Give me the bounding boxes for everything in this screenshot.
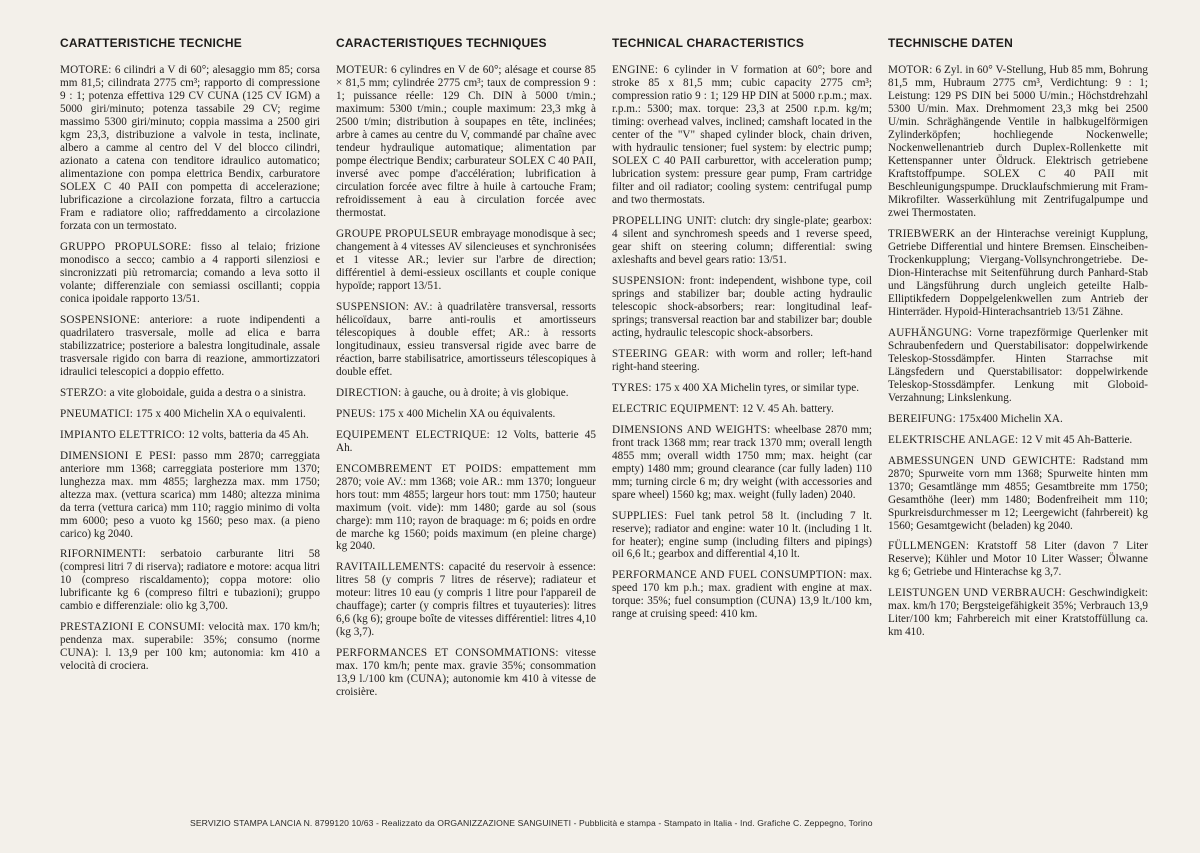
section-text: serbatoio carburante litri 58 (compresi litri 7 di riserva); radiatore e motore: acqua litri 10 (compreso riscaldamento); coppa motore: olio lubrificante kg 6 (compreso filtri e tubazioni); gruppo cambio e differenziale: olio kg 3,700. (60, 548, 320, 613)
section-heading: AUFHÄNGUNG: (888, 326, 973, 339)
section-text: Geschwindigkeit: max. km/h 170; Bergsteigefähigkeit 35%; Verbrauch 13,9 Liter/100 km; Fahrbereich mit einer Kratstoffüllung ca. km 410. (888, 587, 1148, 639)
section-text: front: independent, wishbone type, coil springs and stabilizer bar; double acting hydraulic telescopic shock-absorbers; rear: longitudinal leaf-springs; transversal reaction bar and stabilizer bar; double acting, hydraulic telescopic shock-absorbers. (612, 274, 872, 339)
spec-section (612, 424, 872, 502)
section-text: an der Hinterachse vereinigt Kupplung, Getriebe Differential und hintere Bremsen. Einscheiben-Trockenkupplung; Viergang-Vollsynchrongetriebe. De-Dion-Hinterachse mit Seitenführung durch Panhard-Stab und Längsführung durch ungleich geteilte Halb-Elliptikfedern Doppelgelenkwellen zum Antrieb der Hinterräder. Hypoid-Hinterachsantrieb 13/51 Zähne. (888, 227, 1148, 318)
section-text: 6 cylinder in V formation at 60°; bore and stroke 85 x 81,5 mm; cubic capacity 2775 cm³; compression ratio 9 : 1; 129 HP DIN at 5000 r.p.m.; max. r.p.m.: 5300; max. torque: 23,3 at 2500 r.p.m. kg/m; timing: overhead valves, inclined; camshaft located in the center of the "V" shaped cylinder block, chain driven, with hydraulic tensioner; fuel system: by electric pump; SOLEX C 40 PAII carburettor, with acceleration pump; lubrication system: pressure gear pump, Fram cartridge filter and oil radiator; cooling system: centrifugal pump and two thermostats. (612, 64, 872, 206)
section-heading: BEREIFUNG: (888, 412, 956, 425)
section-text: with worm and roller; left-hand right-hand steering. (612, 347, 872, 373)
section-heading: MOTOR: (888, 64, 933, 76)
section-text: 12 Volts, batterie 45 Ah. (336, 428, 596, 454)
column-title: TECHNICAL CHARACTERISTICS (612, 36, 805, 50)
language-columns (60, 36, 1150, 796)
spec-section (612, 382, 872, 395)
section-text: anteriore: a ruote indipendenti a quadrilatero trasversale, molle ad elica e barra stabilizzatrice; posteriore a balestra longitudinale, assale trasversale rigido con barra di reazione, ammortizzatori idraulici telescopici a doppio effetto. (60, 313, 320, 378)
spec-section (612, 569, 872, 621)
section-text: empattement mm 2870; voie AV.: mm 1368; voie AR.: mm 1370; longueur hors tout: mm 4855; largeur hors tout: mm 1750; hauteur maximum (voit. vide): mm 1480; garde au sol (sous charge): mm 110; rayon de braquage: m 6; poids en ordre de marche kg 1560; poids maximum (en pleine charge) kg 2040. (336, 462, 596, 553)
section-heading: ELECTRIC EQUIPMENT: (612, 402, 740, 415)
column-english (612, 36, 872, 796)
column-title: TECHNISCHE DATEN (888, 36, 1013, 50)
section-heading: EQUIPEMENT ELECTRIQUE: (336, 428, 490, 441)
spec-section (888, 434, 1148, 447)
print-credits-footer: SERVIZIO STAMPA LANCIA N. 8799120 10/63 - Realizzato da ORGANIZZAZIONE SANGUINETI - Pubblicità e stampa - Stampato in Italia - Ind. Grafiche C. Zeppegno, Torino (190, 818, 873, 828)
section-text: 175 x 400 Michelin XA o equivalenti. (133, 407, 306, 420)
section-heading: GROUPE PROPULSEUR (336, 227, 459, 240)
section-heading: DIRECTION: (336, 386, 402, 399)
section-heading: STERZO: (60, 386, 107, 399)
spec-section (888, 455, 1148, 533)
section-heading: SUPPLIES: (612, 509, 668, 522)
spec-section (612, 510, 872, 562)
section-heading: PNEUS: (336, 407, 376, 420)
section-text: Radstand mm 2870; Spurweite vorn mm 1368; Spurweite hinten mm 1370; Gesamtlänge mm 4855; Gesamtbreite mm 1750; Gesamthöhe (leer) mm 1480; Bodenfreiheit mm 110; Spurkreisdurchmesser m 12; Leergewicht (fahrbereit) kg 1560; Gesamtgewicht (beladen) kg 2040. (888, 454, 1148, 532)
section-text: passo mm 2870; carreggiata anteriore mm 1368; carreggiata posteriore mm 1370; lunghezza max. mm 4855; larghezza max. mm 1750; altezza max. (vettura scarica) mm 1480; altezza minima da terra (vettura carica) mm 110; raggio minimo di volta mm 6000; peso a vuoto kg 1560; peso max. (a pieno carico) kg 2040. (60, 449, 320, 540)
spec-section (612, 64, 872, 207)
section-text: velocità max. 170 km/h; pendenza max. superabile: 35%; consumo (norme CUNA): l. 13,9 per 100 km; autonomia: km 410 a velocità di crociera. (60, 621, 320, 673)
spec-section (60, 429, 320, 442)
spec-section (60, 241, 320, 306)
column-french (336, 36, 596, 796)
spec-section (60, 450, 320, 541)
section-text: capacité du reservoir à essence: litres 58 (y compris 7 litres de réserve); radiateur et moteur: litres 10 eau (y compris 1 litre pour l'appareil de chauffage); carter (y compris filtres et tuyauteries): litres 6,6 (kg 6); groupe boîte de vitesses différentiel: litres 4,10 (kg 3,7). (336, 561, 596, 639)
spec-section (60, 408, 320, 421)
section-text: 6 cilindri a V di 60°; alesaggio mm 85; corsa mm 81,5; cilindrata 2775 cm³; rapporto di compressione 9 : 1; potenza effettiva 129 CV CUNA (125 CV IGM) a 5000 giri/minuto; potenza tassabile 29 CV; regime massimo 5300 giri/minuto; coppia massima a 2500 giri kgm 23,3, distribuzione a valvole in testa, inclinate, albero a camme al centro del V del blocco cilindri, azionato a catena con tenditore idraulico automatico; alimentazione con pompa elettrica Bendix, carburatore SOLEX C 40 PAII con pompetta di accelerazione; lubrificazione a circolazione forzata, filtro a cartuccia Fram e radiatore olio; raffreddamento a circolazione forzata con un termostato. (60, 64, 320, 232)
section-text: 175 x 400 Michelin XA ou équivalents. (375, 407, 556, 420)
spec-section (888, 540, 1148, 579)
section-heading: MOTORE: (60, 64, 112, 76)
spec-section (60, 314, 320, 379)
section-text: Kratstoff 58 Liter (davon 7 Liter Reserve); Kühler und Motor 10 Liter Wasser; Ölwanne kg 6; Getriebe und Hinterachse kg 3,7. (888, 540, 1148, 579)
spec-section (888, 228, 1148, 319)
section-text: clutch: dry single-plate; gearbox: 4 silent and synchromesh speeds and 1 reverse speed, gear shift on steering column; differential: swing axleshafts and bevel gears ratio: 13/51. (612, 214, 872, 266)
section-text: 12 V. 45 Ah. battery. (739, 402, 834, 415)
section-heading: ENGINE: (612, 64, 659, 76)
section-heading: PROPELLING UNIT: (612, 214, 717, 227)
section-heading: ENCOMBREMENT ET POIDS: (336, 462, 502, 475)
spec-section (336, 408, 596, 421)
section-text: à gauche, ou à droite; à vis globique. (401, 386, 569, 399)
section-text: a vite globoidale, guida a destra o a sinistra. (106, 386, 306, 399)
section-text: 6 cylindres en V de 60°; alésage et course 85 × 81,5 mm; cylindrée 2775 cm³; taux de compression 9 : 1; puissance réelle: 129 Ch. DIN à 5000 t/min.; maximum: 5300 t/min.; couple maximum: 23,3 mkg à 2500 t/min; distribution à soupapes en tête, inclinées; arbre à cames au centre du V, commandé par chaîne avec tendeur hydraulique automatique; alimentation par pompe électrique Bendix; carburateur SOLEX C 40 PAII, inversé avec pompe d'accélération; lubrification à circulation forcée avec filtre à huile à cartouche Fram; refroidissement à eau à circulation forcée avec thermostat. (336, 64, 596, 219)
spec-section (612, 348, 872, 374)
section-heading: SOSPENSIONE: (60, 313, 141, 326)
spec-section (336, 228, 596, 293)
spec-section (336, 647, 596, 699)
section-heading: ABMESSUNGEN UND GEWICHTE: (888, 454, 1076, 467)
spec-section (336, 387, 596, 400)
spec-section (60, 387, 320, 400)
spec-section (336, 429, 596, 455)
spec-section (336, 463, 596, 554)
section-heading: FÜLLMENGEN: (888, 540, 970, 553)
section-text: 12 volts, batteria da 45 Ah. (185, 428, 309, 441)
section-heading: GRUPPO PROPULSORE: (60, 240, 192, 253)
section-heading: IMPIANTO ELETTRICO: (60, 428, 186, 441)
spec-section (888, 413, 1148, 426)
spec-section (60, 621, 320, 673)
spec-section (336, 561, 596, 639)
column-title: CARATTERISTICHE TECNICHE (60, 36, 242, 50)
section-heading: MOTEUR: (336, 64, 388, 76)
section-heading: PERFORMANCES ET CONSOMMATIONS: (336, 647, 559, 660)
column-title: CARACTERISTIQUES TECHNIQUES (336, 36, 547, 50)
section-text: embrayage monodisque à sec; changement à 4 vitesses AV silencieuses et synchronisées et 1 vitesse AR.; levier sur l'arbre de direction; différentiel à demi-essieux oscillants et couple conique hypoïde; rapport 13/51. (336, 227, 596, 292)
section-text: 175 x 400 XA Michelin tyres, or similar type. (651, 381, 860, 394)
section-heading: PERFORMANCE AND FUEL CONSUMPTION: (612, 569, 847, 582)
section-heading: PRESTAZIONI E CONSUMI: (60, 621, 205, 634)
section-text: vitesse max. 170 km/h; pente max. gravie 35%; consommation 13,9 l./100 km (CUNA); autonomie km 410 à vitesse de croisière. (336, 647, 596, 699)
spec-section (60, 64, 320, 233)
section-heading: DIMENSIONI E PESI: (60, 449, 177, 462)
section-text: 12 V mit 45 Ah-Batterie. (1018, 433, 1133, 446)
spec-section (612, 275, 872, 340)
section-heading: ELEKTRISCHE ANLAGE: (888, 433, 1019, 446)
section-heading: RAVITAILLEMENTS: (336, 561, 445, 574)
spec-section (888, 327, 1148, 405)
section-text: Vorne trapezförmige Querlenker mit Schraubenfedern und Querstabilisator: doppelwirkende Teleskop-Stossdämpfer. Hinten Starrachse mit Längsfedern und Querstabilisator: doppelwirkende Teleskop-Stossdämpfer. Lenkung mit Globoid-Verzahnung; Linkslenkung. (888, 326, 1148, 404)
section-heading: DIMENSIONS AND WEIGHTS: (612, 423, 771, 436)
section-heading: TYRES: (612, 381, 652, 394)
section-heading: PNEUMATICI: (60, 407, 134, 420)
section-heading: STEERING GEAR: (612, 347, 710, 360)
spec-section (888, 587, 1148, 639)
section-text: AV.: à quadrilatère transversal, ressorts hélicoïdaux, barre anti-roulis et amortisseurs télescopiques à double effet; AR.: à ressorts longitudinaux, essieu transversal rigide avec barre de réaction, barre stabilisatrice, amortisseurs télescopiques à double effet. (336, 300, 596, 378)
section-text: fisso al telaio; frizione monodisco a secco; cambio a 4 rapporti silenziosi e sincronizzati più retromarcia; comando a leva sotto il volante; differenziale con semiassi oscillanti; coppia conica ipoidale rapporto 13/51. (60, 240, 320, 305)
column-german (888, 36, 1148, 796)
section-heading: LEISTUNGEN UND VERBRAUCH: (888, 587, 1066, 600)
spec-section (612, 215, 872, 267)
column-italian (60, 36, 320, 796)
spec-section (336, 64, 596, 220)
spec-section (612, 403, 872, 416)
section-heading: TRIEBWERK (888, 227, 956, 240)
section-heading: SUSPENSION: (336, 300, 410, 313)
section-text: Fuel tank petrol 58 lt. (including 7 lt. reserve); radiator and engine: water 10 lt. (including 1 lt. for heater); engine sump (including filters and pipings) oil 6,6 lt.; gearbox and differential 4,10 lt. (612, 509, 872, 561)
section-text: 6 Zyl. in 60° V-Stellung, Hub 85 mm, Bohrung 81,5 mm, Hubraum 2775 cm³, Verdichtung: 9 : 1; Leistung: 129 PS DIN bei 5000 U/min.; Höchstdrehzahl 5300 U/min. Max. Drehmoment 23,3 mkg bei 2500 U/min. Schräghängende Ventile in halbkugelförmigen Zylinderköpfen; hochliegende Nockenwelle; Nockenwellenantrieb durch Duplex-Rollenkette mit Kettenspanner unter Öldruck. Elektrisch getriebene Kraftstoffpumpe. SOLEX C 40 PAII mit Beschleunigungspumpe. Drucklaufschmierung mit Fram-Mikrofilter. Wasserkühlung mit Zentrifugalpumpe und zwei Thermostaten. (888, 64, 1148, 219)
section-heading: SUSPENSION: (612, 274, 686, 287)
section-text: wheelbase 2870 mm; front track 1368 mm; rear track 1370 mm; overall length 4855 mm; overall width 1750 mm; max. height (car empty) 1480 mm; ground clearance (car fully laden) 110 mm; turning circle 6 m; dry weight (with accessories and spare wheel) 1560 kg; max. weight (fully laden) 2040. (612, 423, 872, 501)
section-heading: RIFORNIMENTI: (60, 548, 146, 561)
section-text: max. speed 170 km p.h.; max. gradient with engine at max. torque: 35%; fuel consumption (CUNA) 13,9 lt./100 km, range at cruising speed: 410 km. (612, 569, 872, 621)
spec-section (60, 548, 320, 613)
spec-section (336, 301, 596, 379)
spec-section (888, 64, 1148, 220)
section-text: 175x400 Michelin XA. (955, 412, 1063, 425)
